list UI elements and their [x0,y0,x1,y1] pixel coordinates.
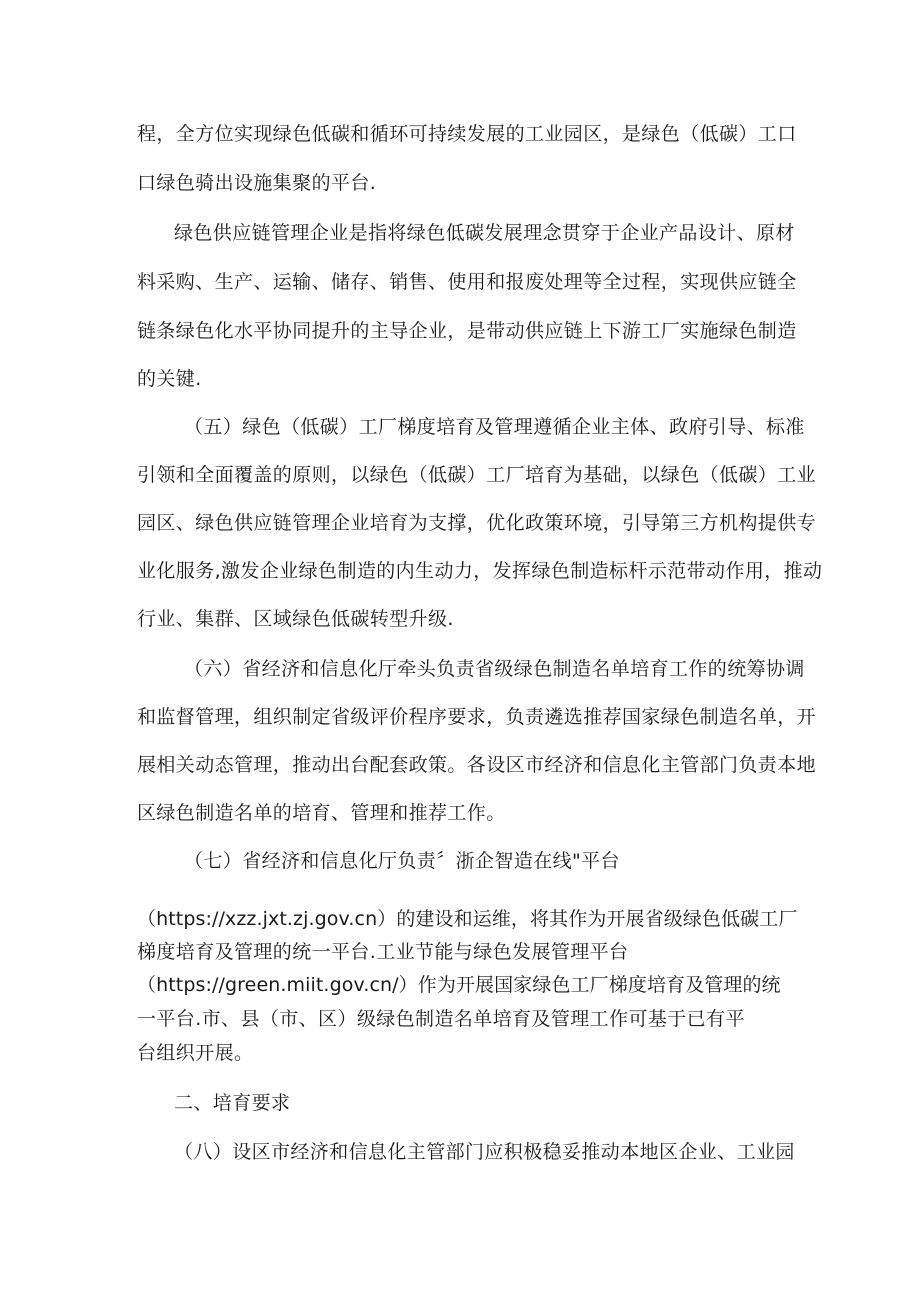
text-line: 和监督管理，组织制定省级评价程序要求，负责遴选推荐国家绿色制造名单，开 [137,706,817,728]
text-line: 程，全方位实现绿色低碳和循环可持续发展的工业园区，是绿色（低碳）工口 [137,123,797,145]
url-line: （https://xzz.jxt.zj.gov.cn）的建设和运维，将其作为开展省级绿色低碳工厂 [137,908,798,930]
url-line: （https://green.miit.gov.cn/）作为开展国家绿色工厂梯度培育及管理的统 [137,974,781,996]
text-line: 一平台.市、县（市、区）级绿色制造名单培育及管理工作可基于已有平 [137,1008,745,1030]
text-line: 台组织开展。 [137,1042,254,1064]
paragraph-start-line: （六）省经济和信息化厅牵头负责省级绿色制造名单培育工作的统筹协调 [184,658,805,680]
text-line: 的关键. [137,368,202,390]
paragraph-start-line: （八）设区市经济和信息化主管部门应积极稳妥推动本地区企业、工业园 [174,1141,795,1163]
text-line: 展相关动态管理，推动出台配套政策。各设区市经济和信息化主管部门负责本地 [137,754,817,776]
text-line: 梯度培育及管理的统一平台.工业节能与绿色发展管理平台 [137,941,629,963]
text-line: 区绿色制造名单的培育、管理和推荐工作。 [137,802,506,824]
text-line: 料采购、生产、运输、储存、销售、使用和报废处理等全过程，实现供应链全 [137,271,797,293]
text-line: 口绿色骑出设施集聚的平台. [137,172,377,194]
paragraph-start-line: 绿色供应链管理企业是指将绿色低碳发展理念贯穿于企业产品设计、原材 [174,222,795,244]
text-line: 引领和全面覆盖的原则，以绿色（低碳）工厂培育为基础，以绿色（低碳）工业 [137,464,817,486]
paragraph-start-line: （七）省经济和信息化厅负责〞浙企智造在线"平台 [184,850,620,872]
paragraph-start-line: （五）绿色（低碳）工厂梯度培育及管理遵循企业主体、政府引导、标准 [184,416,805,438]
text-line: 业化服务,激发企业绿色制造的内生动力，发挥绿色制造标杆示范带动作用，推动 [137,560,823,582]
section-heading: 二、培育要求 [174,1092,291,1114]
text-line: 行业、集群、区域绿色低碳转型升级. [137,608,454,630]
text-line: 链条绿色化水平协同提升的主导企业，是带动供应链上下游工厂实施绿色制造 [137,320,797,342]
text-line: 园区、绿色供应链管理企业培育为支撑，优化政策环境，引导第三方机构提供专 [137,512,817,534]
